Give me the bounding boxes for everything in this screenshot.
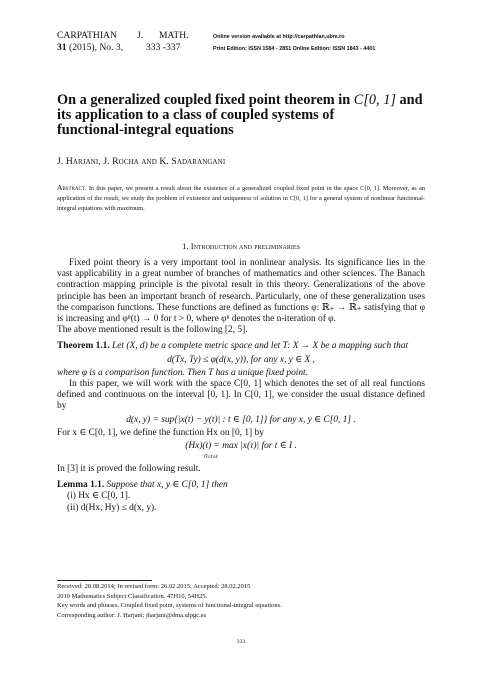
title-math: C[0, 1] [353, 92, 396, 108]
hx-equation-text: (Hx)(t) = max |x(τ)| for t ∈ I . [185, 441, 297, 452]
abstract-label: Abstract. [57, 183, 87, 192]
footnote-rule [57, 580, 152, 581]
lemma-items [67, 491, 425, 513]
paper-title [57, 93, 437, 138]
journal-j: J. [137, 30, 144, 41]
journal-pages: 333 -337 [146, 42, 181, 53]
lemma-label: Lemma 1.1. [57, 480, 105, 491]
abstract [57, 183, 425, 214]
page-number: 333 [236, 639, 246, 645]
theorem-text: Let (X, d) be a complete metric space and let T: X → X be a mapping such that [112, 341, 409, 352]
title-line-1-end: and [399, 92, 423, 108]
paragraph-1: Fixed point theory is a very important tool in nonlinear analysis. Its significance lies in the vast applicability in a great number of branches of mathematics and other sciences. The Banach contraction mapping principle is the pivotal result in this theory. Generalizations of the above principle has been an important branch of research. Particularly, one of these generalization uses the comparison functions. These functions are defined as functions φ: ℝ₊ → ℝ₊ satisfying that φ is increasing and φⁿ(t) → 0 for t > 0, where φⁿ denotes the n-iteration of φ. [57, 258, 425, 325]
footnote-author: Corresponding author: J. Harjani; jharjani@dma.ulpgc.es [57, 611, 207, 619]
footnote-msc: 2010 Mathematics Subject Classification. 47H10, 54H25. [57, 592, 208, 600]
journal-math: MATH. [159, 30, 189, 41]
theorem [57, 341, 425, 352]
journal-header [57, 30, 209, 54]
abstract-text: In this paper, we present a result about the existence of a generalized coupled fixed point in the space C[0, 1]. Moreover, as an application of the result, we study the problem of existence and uniqueness of solution in C[0, 1] for a general system of nonlinear functional-integral equations with maximum. [57, 185, 425, 212]
theorem-tail: where φ is a comparison function. Then T has a unique fixed point. [57, 367, 309, 378]
lemma-item-2: (ii) d(Hx, Hy) ≤ d(x, y). [67, 502, 157, 513]
lemma [57, 480, 425, 491]
title-line-2: its application to a class of coupled systems of [57, 107, 335, 123]
footnote-received: Received: 28.08.2014; In revised form: 26.02.2015; Accepted: 28.02.2015 [57, 583, 251, 590]
theorem-label: Theorem 1.1. [57, 341, 110, 352]
distance-equation: d(x, y) = sup{|x(t) − y(t)| : t ∈ [0, 1]} for any x, y ∈ C[0, 1] . [126, 414, 356, 425]
title-line-3: functional-integral equations [57, 122, 234, 138]
section-heading: 1. Introduction and preliminaries [182, 241, 300, 251]
journal-year-issue: (2015), No. 3, [69, 42, 124, 53]
authors: J. Harjani, J. Rocha and K. Sadarangani [57, 156, 226, 167]
theorem-equation: d(Tx, Ty) ≤ φ(d(x, y)), for any x, y ∈ X , [167, 354, 315, 365]
body-text [57, 258, 425, 514]
lemma-item-1: (i) Hx ∈ C[0, 1]. [67, 491, 131, 502]
paragraph-3: For x ∈ C[0, 1], we define the function Hx on [0, 1] by [57, 427, 264, 438]
footnote-keywords: Key words and phrases. Coupled fixed point, systems of functional-integral equations. [57, 602, 282, 609]
lemma-text: Suppose that x, y ∈ C[0, 1] then [106, 480, 228, 491]
footnotes [57, 582, 425, 620]
paragraph-4: In [3] it is proved the following result. [57, 464, 201, 475]
journal-volume: 31 [57, 42, 67, 53]
print-edition: Print Edition: ISSN 1584 - 2851 Online Edition: ISSN 1843 - 4401 [213, 46, 376, 52]
hx-equation [57, 441, 425, 462]
journal-name: CARPATHIAN [57, 30, 117, 41]
online-version: Online version available at http://carpathian.ubm.ro [213, 34, 345, 40]
hx-equation-subscript: 0≤τ≤t [204, 454, 218, 461]
edition-info [213, 31, 375, 55]
paragraph-1b: The above mentioned result is the following [2, 5]. [57, 325, 248, 336]
title-line-1: On a generalized coupled fixed point theorem in [57, 92, 351, 108]
paragraph-2: In this paper, we will work with the space C[0, 1] which denotes the set of all real functions defined and continuous on the interval [0, 1]. In C[0, 1], we consider the usual distance defined by [57, 379, 425, 412]
